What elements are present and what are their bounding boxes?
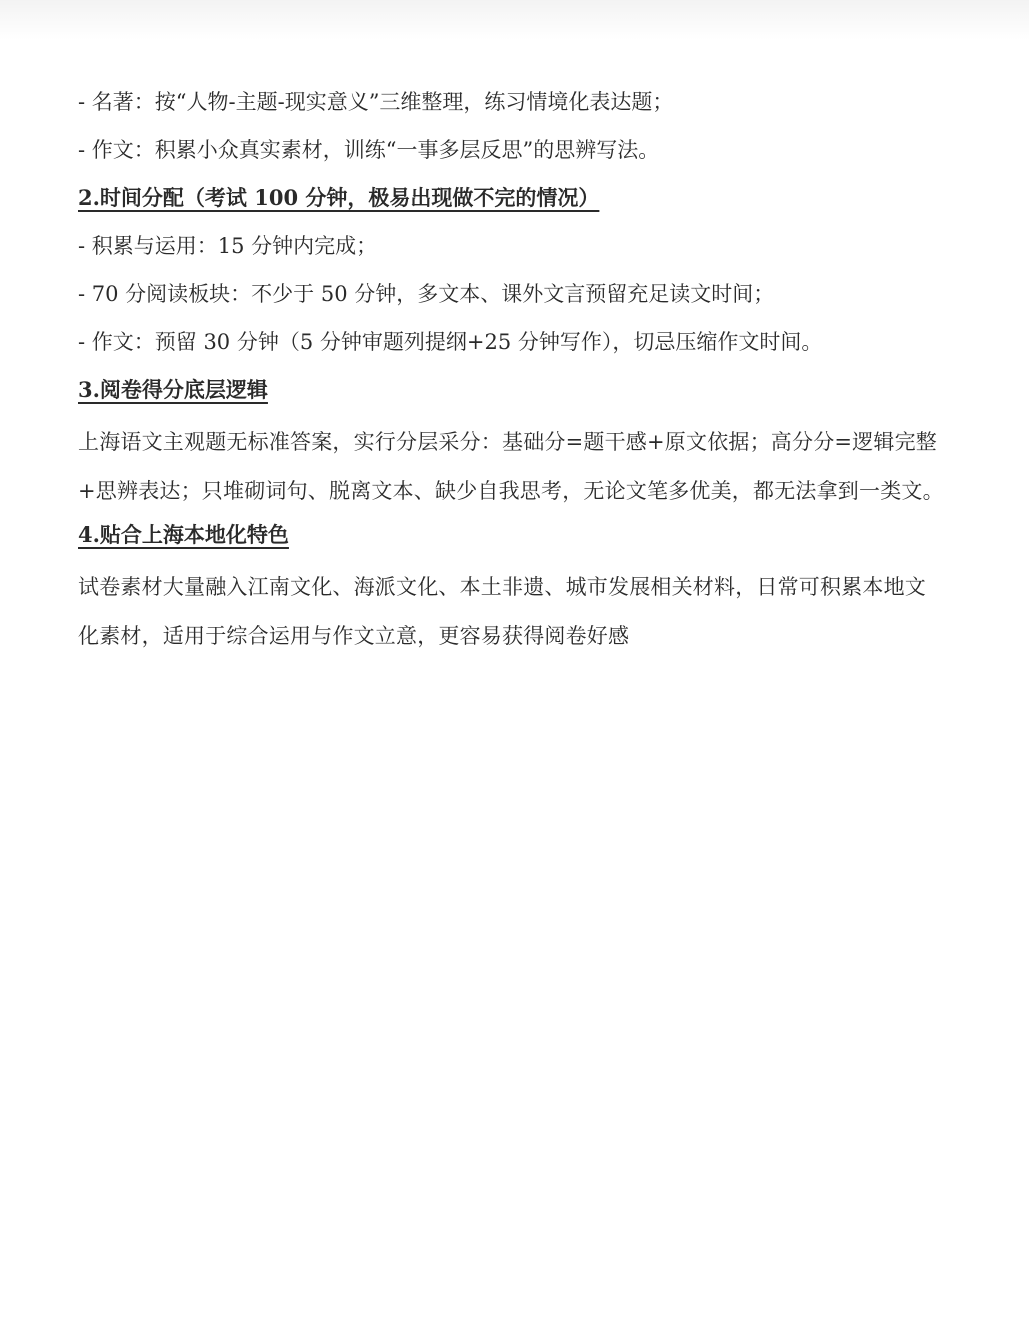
bullet-classics: - 名著：按“人物-主题-现实意义”三维整理，练习情境化表达题；	[78, 90, 674, 114]
section-heading-time-text: 2.时间分配（考试 100 分钟，极易出现做不完的情况）	[78, 185, 600, 210]
bullet-essay-materials: - 作文：积累小众真实素材，训练“一事多层反思”的思辨写法。	[78, 138, 660, 162]
bullet-essay-time: - 作文：预留 30 分钟（5 分钟审题列提纲+25 分钟写作），切忌压缩作文时间。	[78, 330, 823, 354]
section-heading-local-text: 4.贴合上海本地化特色	[78, 522, 289, 547]
bullet-reading: - 70 分阅读板块：不少于 50 分钟，多文本、课外文言预留充足读文时间；	[78, 282, 775, 306]
scan-top-shadow	[0, 0, 1029, 40]
document-page	[78, 82, 948, 660]
section-heading-grading-text: 3.阅卷得分底层逻辑	[78, 377, 268, 402]
paragraph-local: 试卷素材大量融入江南文化、海派文化、本土非遗、城市发展相关材料，日常可积累本地文化素材，适用于综合运用与作文立意，更容易获得阅卷好感	[78, 575, 926, 648]
bullet-accumulation: - 积累与运用：15 分钟内完成；	[78, 234, 378, 258]
paragraph-grading: 上海语文主观题无标准答案，实行分层采分：基础分=题干感+原文依据；高分分=逻辑完整+思辨表达；只堆砌词句、脱离文本、缺少自我思考，无论文笔多优美，都无法拿到一类文。	[78, 430, 944, 503]
section-heading-local	[78, 515, 948, 563]
section-heading-grading	[78, 370, 948, 418]
section-heading-time	[78, 178, 948, 226]
